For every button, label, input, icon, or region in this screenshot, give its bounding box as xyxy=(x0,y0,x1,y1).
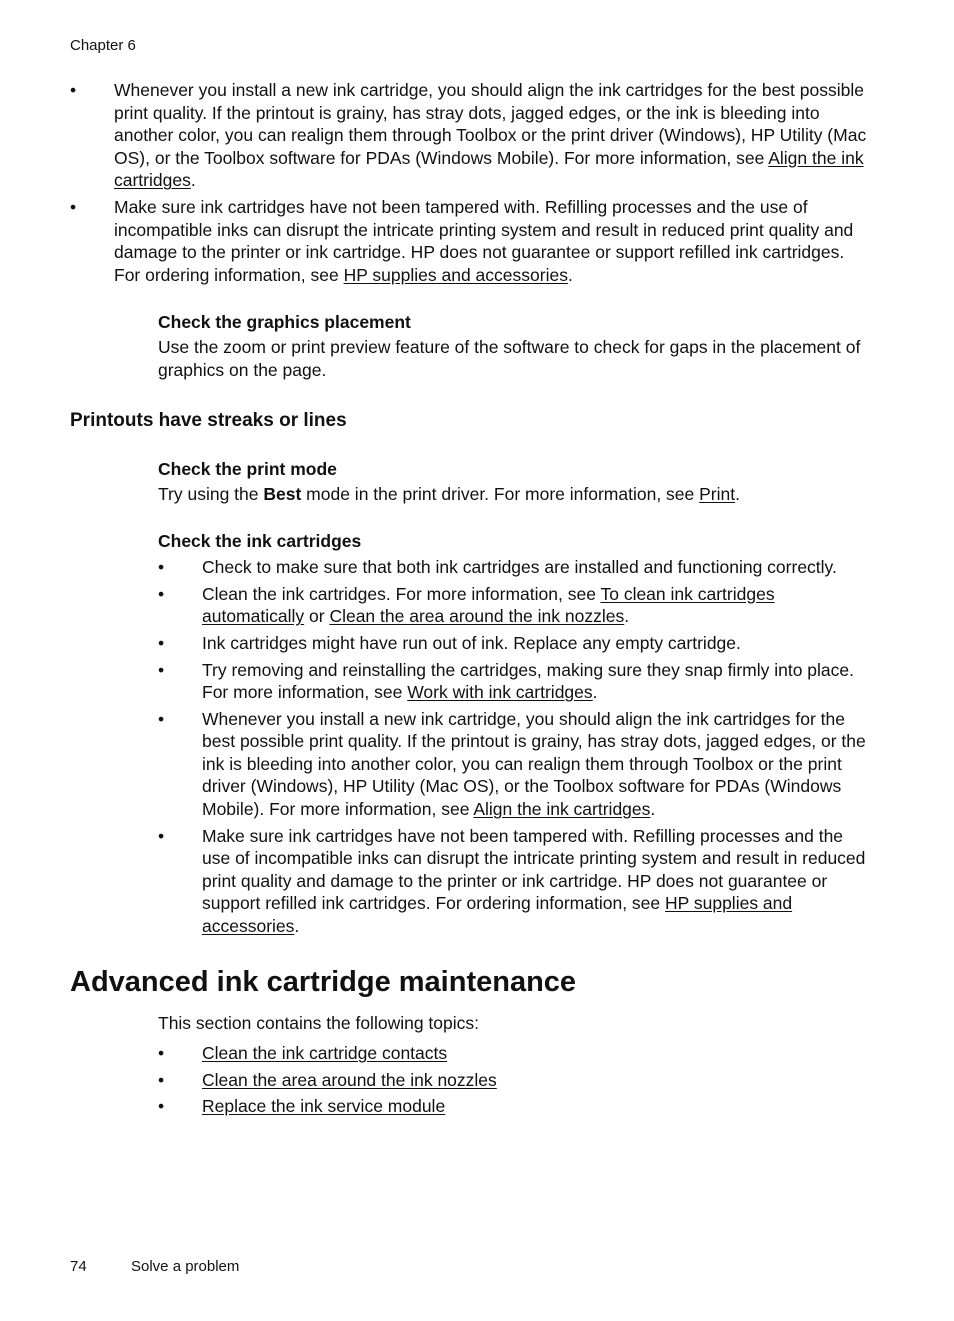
link-clean-area-nozzles[interactable]: Clean the area around the ink nozzles xyxy=(329,606,625,627)
link-align-ink-cartridges[interactable]: Align the ink cartridges xyxy=(114,147,864,191)
bullet-glyph: • xyxy=(158,825,165,846)
link-work-with-cartridges[interactable]: Work with ink cartridges xyxy=(407,682,593,703)
link-hp-supplies[interactable]: HP supplies and accessories xyxy=(343,264,568,285)
list-item: • Whenever you install a new ink cartridge, you should align the ink cartridges for the best possible print quality. If the printout is grainy, has stray dots, jagged edges, or the ink is bleeding into another color, you can realign them through Toolbox or the print driver (Windows), HP Utility (Mac OS), or the Toolbox software for PDAs (Windows Mobile). For more information, see Align the ink cartridges. xyxy=(70,80,867,191)
list-item: • Whenever you install a new ink cartridge, you should align the ink cartridges for the best possible print quality. If the printout is grainy, has stray dots, jagged edges, or the ink is bleeding into another color, you can realign them through Toolbox or the print driver (Windows), HP Utility (Mac OS), or the Toolbox software for PDAs (Windows Mobile). For more information, see Align the ink cartridges. xyxy=(158,708,866,820)
list-item xyxy=(158,1095,870,1118)
list-item: • Make sure ink cartridges have not been tampered with. Refilling processes and the use of incompatible inks can disrupt the intricate printing system and result in reduced print quality and damage to the printer or ink cartridge. HP does not guarantee or support refilled ink cartridges. For ordering information, see HP supplies and accessories. xyxy=(70,196,854,285)
graphics-section xyxy=(158,311,870,381)
bullet-glyph: • xyxy=(158,557,165,578)
link-print[interactable]: Print xyxy=(699,483,736,504)
topics-list xyxy=(158,1042,870,1118)
print-mode-heading: Check the print mode xyxy=(158,458,337,479)
ink-cartridges-section xyxy=(158,530,870,938)
advanced-section xyxy=(158,1012,870,1118)
bullet-glyph: • xyxy=(158,708,165,729)
top-bullet-list xyxy=(70,79,870,286)
list-item: • Check to make sure that both ink cartridges are installed and functioning correctly. xyxy=(158,557,837,578)
bullet-glyph: • xyxy=(158,632,165,653)
bullet-glyph: • xyxy=(158,1069,165,1090)
advanced-heading: Advanced ink cartridge maintenance xyxy=(70,965,577,998)
page-content xyxy=(70,79,870,1122)
ink-cartridges-heading: Check the ink cartridges xyxy=(158,531,362,552)
page-footer xyxy=(70,1258,239,1275)
footer-section: Solve a problem xyxy=(131,1258,240,1275)
link-hp-supplies[interactable]: HP supplies and accessories xyxy=(202,893,793,937)
streaks-heading: Printouts have streaks or lines xyxy=(70,409,347,431)
print-mode-section xyxy=(158,458,870,506)
bullet-glyph: • xyxy=(158,1096,165,1117)
advanced-intro: This section contains the following topics: xyxy=(158,1012,479,1033)
list-item: • Ink cartridges might have run out of ink. Replace any empty cartridge. xyxy=(158,632,741,653)
link-replace-service-module[interactable]: Replace the ink service module xyxy=(202,1096,446,1117)
print-mode-text: Try using the Best mode in the print driver. For more information, see Print. xyxy=(158,483,740,504)
graphics-heading: Check the graphics placement xyxy=(158,312,411,333)
list-item: • Try removing and reinstalling the cartridges, making sure they snap firmly into place. For more information, see Work with ink cartridges. xyxy=(158,659,855,703)
link-clean-contacts[interactable]: Clean the ink cartridge contacts xyxy=(202,1043,448,1064)
page-number: 74 xyxy=(70,1258,87,1275)
list-item xyxy=(158,1042,870,1065)
ink-bullet-list xyxy=(158,556,870,938)
link-clean-cartridges-automatically[interactable]: To clean ink cartridges automatically xyxy=(202,583,775,627)
bullet-glyph: • xyxy=(158,583,165,604)
bullet-glyph: • xyxy=(70,80,77,100)
bullet-glyph: • xyxy=(70,196,77,217)
graphics-text: Use the zoom or print preview feature of the software to check for gaps in the placement of graphics on the page. xyxy=(158,337,861,380)
chapter-header: Chapter 6 xyxy=(70,37,136,54)
list-item xyxy=(158,1069,870,1092)
list-item: • Clean the ink cartridges. For more information, see To clean ink cartridges automatically or Clean the area around the ink nozzles. xyxy=(158,583,775,627)
list-item: • Make sure ink cartridges have not been tampered with. Refilling processes and the use of incompatible inks can disrupt the intricate printing system and result in reduced print quality and damage to the printer or ink cartridge. HP does not guarantee or support refilled ink cartridges. For ordering information, see HP supplies and accessories. xyxy=(158,825,866,937)
bullet-glyph: • xyxy=(158,659,165,680)
link-clean-area-nozzles[interactable]: Clean the area around the ink nozzles xyxy=(202,1069,497,1090)
bullet-glyph: • xyxy=(158,1043,165,1064)
link-align-ink-cartridges[interactable]: Align the ink cartridges xyxy=(473,799,651,820)
